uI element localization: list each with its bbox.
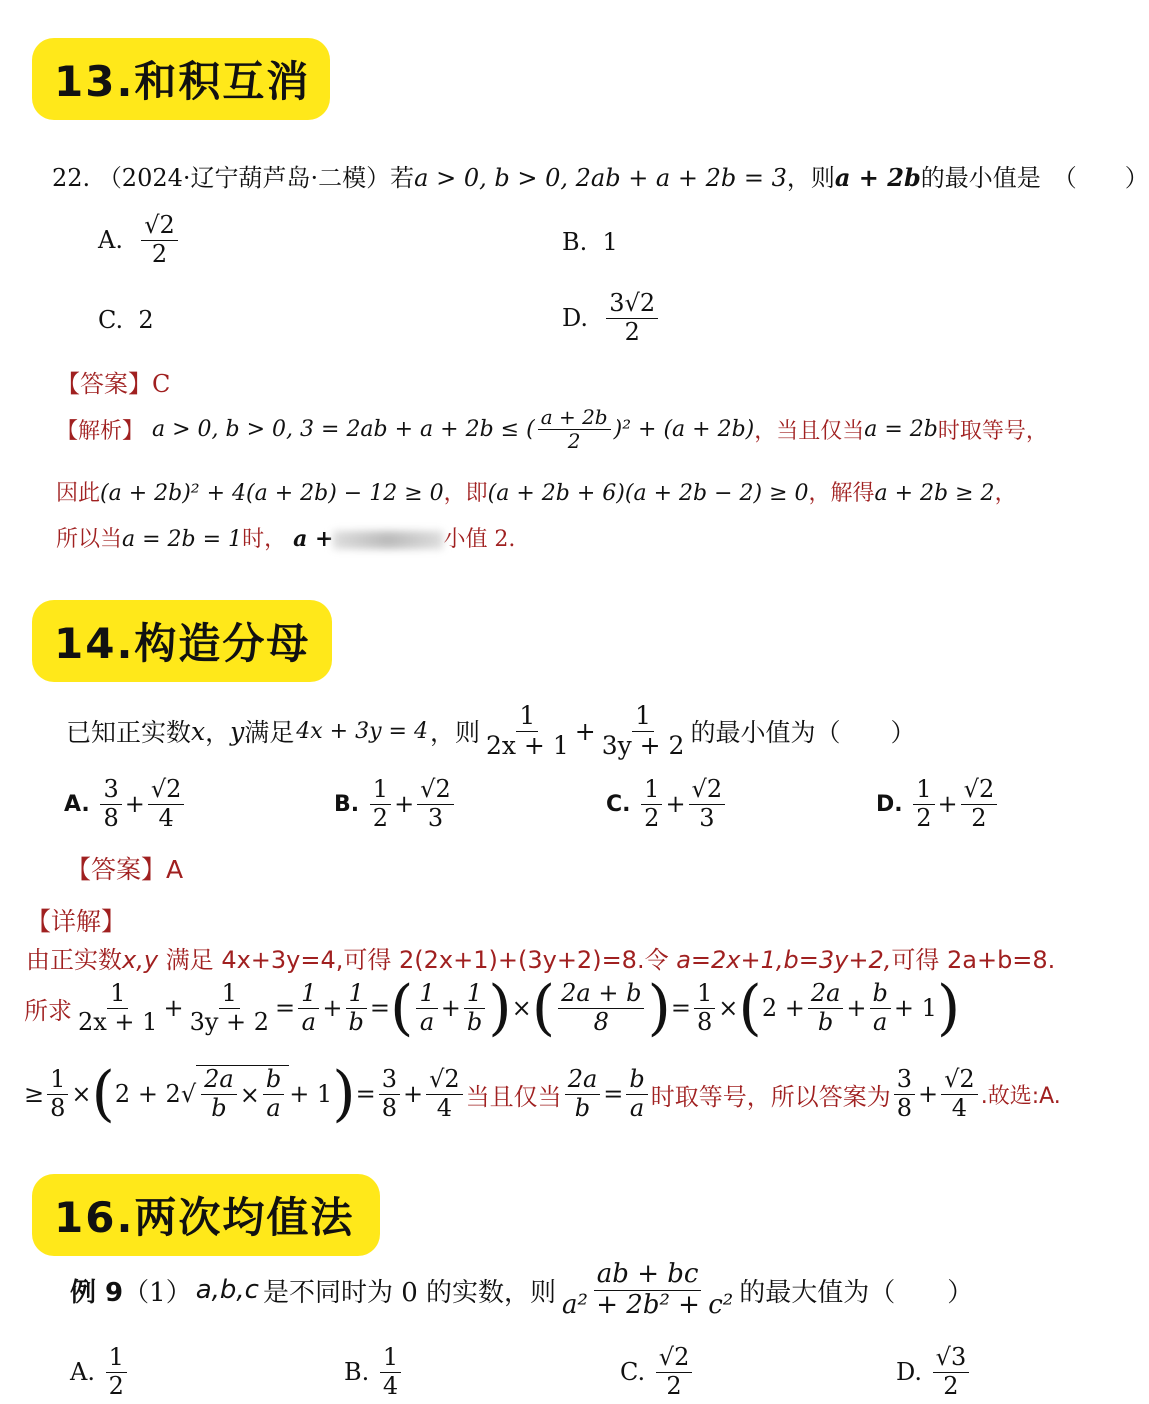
example-9: 例 9 （1） a,b,c 是不同时为 0 的实数，则 $\frac{ab + bc}{\text{a² + 2b² + c²}}$ 的最大值为（ ） bbox=[70, 1259, 974, 1320]
section-title-text: 14.构造分母 bbox=[54, 619, 311, 668]
section-title-14 bbox=[32, 600, 332, 682]
option-a: A. $\frac{3}{8}$ + $\frac{√2}{4}$ bbox=[64, 776, 187, 832]
answer-14: 【答案】A bbox=[66, 855, 184, 884]
answer-13: 【答案】C bbox=[56, 370, 171, 398]
question-22: 22. （2024·辽宁葫芦岛·二模）若a > 0, b > 0, 2ab + a + 2b = 3，则a + 2b的最小值是 （ ） bbox=[52, 163, 1149, 192]
solution-line-2: 因此(a + 2b)² + 4(a + 2b) − 12 ≥ 0，即(a + 2b + 6)(a + 2b − 2) ≥ 0，解得a + 2b ≥ 2， bbox=[56, 481, 1017, 506]
option-a: A. $\frac{1}{2}$ bbox=[70, 1344, 130, 1400]
detail-line-2: 所求 $\frac{1}{2x + 1}$ + $\frac{1}{3y + 2}$ = $\frac{1}{a}$ + $\frac{1}{b}$ = ( $\frac{1}{a}$ + $\frac{1}{b}$ ) × ( $\frac{2a + b}{8}$ ) = $\frac{1}{8}$ × ( 2 + $\frac{2a}{b}$ + $\frac{b}{a}$ + 1 ) bbox=[24, 973, 961, 1043]
detail-line-1: 由正实数x,y 满足 4x+3y=4,可得 2(2x+1)+(3y+2)=8.令 a=2x+1,b=3y+2,可得 2a+b=8. bbox=[26, 946, 1056, 974]
section-title-16 bbox=[32, 1174, 380, 1256]
solution-line-1: 【解析】 a > 0, b > 0, 3 = 2ab + a + 2b ≤ ( $\frac{a + 2b}{2}$ )² + (a + 2b) ，当且仅当 a = 2b 时取等号， bbox=[56, 405, 1048, 453]
option-b: B. 1 bbox=[562, 228, 618, 256]
detail-label: 【详解】 bbox=[26, 907, 127, 936]
option-d: D. $\frac{√3}{2}$ bbox=[896, 1344, 972, 1400]
option-b: B. $\frac{1}{4}$ bbox=[344, 1344, 404, 1400]
option-a: A. $\frac{√2}{2}$ bbox=[98, 212, 181, 268]
option-d: D. $\frac{1}{2}$ + $\frac{√2}{2}$ bbox=[876, 776, 1000, 832]
option-b: B. $\frac{1}{2}$ + $\frac{√2}{3}$ bbox=[334, 776, 457, 832]
question-14: 已知正实数 x ， y 满足 4x + 3y = 4 ，则 $\frac{1}{2x + 1}$ + $\frac{1}{3y + 2}$ 的最小值为（ ） bbox=[66, 701, 916, 760]
detail-line-3: ≥ $\frac{1}{8}$ × ( 2 + 2√ $\frac{2a}{b}$ × $\frac{b}{a}$ + 1 ) = $\frac{3}{8}$ + $\frac{√2}{4}$ 当且仅当 $\frac{2a}{b}$ = $\frac{b}{a}$ 时取等号，所以答案为 $\frac{3}{8}$ + $\frac{√2}{4}$ .故选:A. bbox=[24, 1059, 1061, 1129]
section-title-13 bbox=[32, 38, 330, 120]
option-c: C. $\frac{1}{2}$ + $\frac{√2}{3}$ bbox=[606, 776, 728, 832]
option-d: D. $\frac{3√2}{2}$ bbox=[562, 290, 661, 346]
option-c: C. $\frac{√2}{2}$ bbox=[620, 1344, 695, 1400]
section-title-text: 13.和积互消 bbox=[54, 57, 311, 106]
solution-line-3: 所以当a = 2b = 1时， a + 小值 2. bbox=[56, 526, 516, 552]
option-c: C. 2 bbox=[98, 306, 154, 334]
blurred-region bbox=[333, 531, 443, 549]
section-title-text: 16.两次均值法 bbox=[54, 1193, 355, 1242]
